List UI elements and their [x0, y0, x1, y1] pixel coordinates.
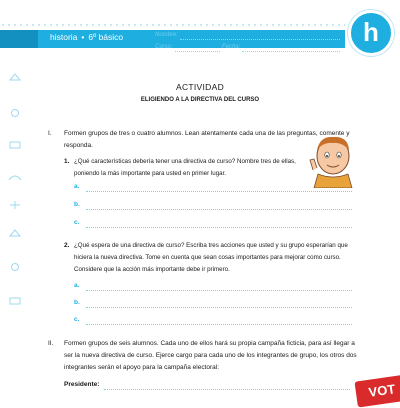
- subject-label: historia: [50, 32, 78, 42]
- q1-option-a-letter: a.: [74, 183, 80, 190]
- brand-logo: h: [348, 10, 394, 56]
- vote-stamp: VOT: [354, 375, 400, 408]
- margin-icon-3: [8, 140, 22, 150]
- name-field-label: Nombre:: [155, 32, 179, 38]
- student-illustration: [308, 132, 358, 188]
- president-answer-line[interactable]: [104, 389, 350, 390]
- q2-option-c-letter: c.: [74, 316, 80, 323]
- margin-icon-1: [8, 72, 22, 82]
- q1-option-a-answer-line[interactable]: [86, 191, 352, 192]
- margin-icon-4: [8, 172, 22, 182]
- q2-option-b-letter: b.: [74, 299, 80, 306]
- course-field-line[interactable]: [175, 51, 220, 52]
- course-field-label: Curso:: [155, 44, 173, 50]
- question-2-text: ¿Qué espera de una directiva de curso? Escriba tres acciones que usted y su grupo esperarían que hiciera la nueva directiva. Tome en cuenta que sean cosas importantes para mejorar como curso. Considere que la acción más importante debe ir primero.: [74, 242, 348, 273]
- grade-label: 6º básico: [88, 32, 124, 42]
- q1-option-b-letter: b.: [74, 201, 80, 208]
- margin-icon-7: [8, 262, 22, 272]
- margin-icon-6: [8, 228, 22, 238]
- question-1-number: 1.: [64, 158, 70, 165]
- section-1-numeral: I.: [48, 130, 52, 137]
- date-field-label: Fecha:: [222, 44, 241, 50]
- section-2-instructions: Formen grupos de seis alumnos. Cada uno de ellos hará su propia campaña ficticia, para así llegar a ser la nueva directiva de curso. Ejerce cargo para cada uno de los integrantes de grupo, los otros dos integrantes serán el apoyo para la campaña electoral:: [64, 340, 357, 371]
- header-dot-pattern: [0, 22, 345, 28]
- q2-option-c-answer-line[interactable]: [86, 324, 352, 325]
- q1-option-c-answer-line[interactable]: [86, 227, 352, 228]
- q2-option-b-answer-line[interactable]: [86, 307, 352, 308]
- section-2-numeral: II.: [48, 340, 54, 347]
- worksheet-header: [0, 0, 400, 64]
- subject-grade: [50, 32, 123, 42]
- president-label: Presidente:: [64, 381, 100, 388]
- q2-option-a-answer-line[interactable]: [86, 290, 352, 291]
- date-field-line[interactable]: [242, 51, 340, 52]
- question-2-number: 2.: [64, 242, 70, 249]
- section-1-instructions: Formen grupos de tres o cuatro alumnos. Lean atentamente cada una de las preguntas, comente y responda.: [64, 130, 350, 149]
- page-title: ACTIVIDAD: [175, 82, 225, 92]
- page-subtitle: ELIGIENDO A LA DIRECTIVA DEL CURSO: [140, 97, 260, 103]
- margin-icon-2: [8, 108, 22, 118]
- q2-option-a-letter: a.: [74, 282, 80, 289]
- header-band-accent: [0, 30, 38, 48]
- q1-option-b-answer-line[interactable]: [86, 209, 352, 210]
- name-field-line[interactable]: [180, 39, 340, 40]
- question-1-text: ¿Qué características debería tener una directiva de curso? Nombre tres de ellas, poniendo la más importante para usted en primer lugar.: [74, 158, 296, 177]
- margin-icon-5: [8, 200, 22, 210]
- subject-separator: •: [81, 32, 85, 42]
- margin-icon-8: [8, 296, 22, 306]
- q1-option-c-letter: c.: [74, 219, 80, 226]
